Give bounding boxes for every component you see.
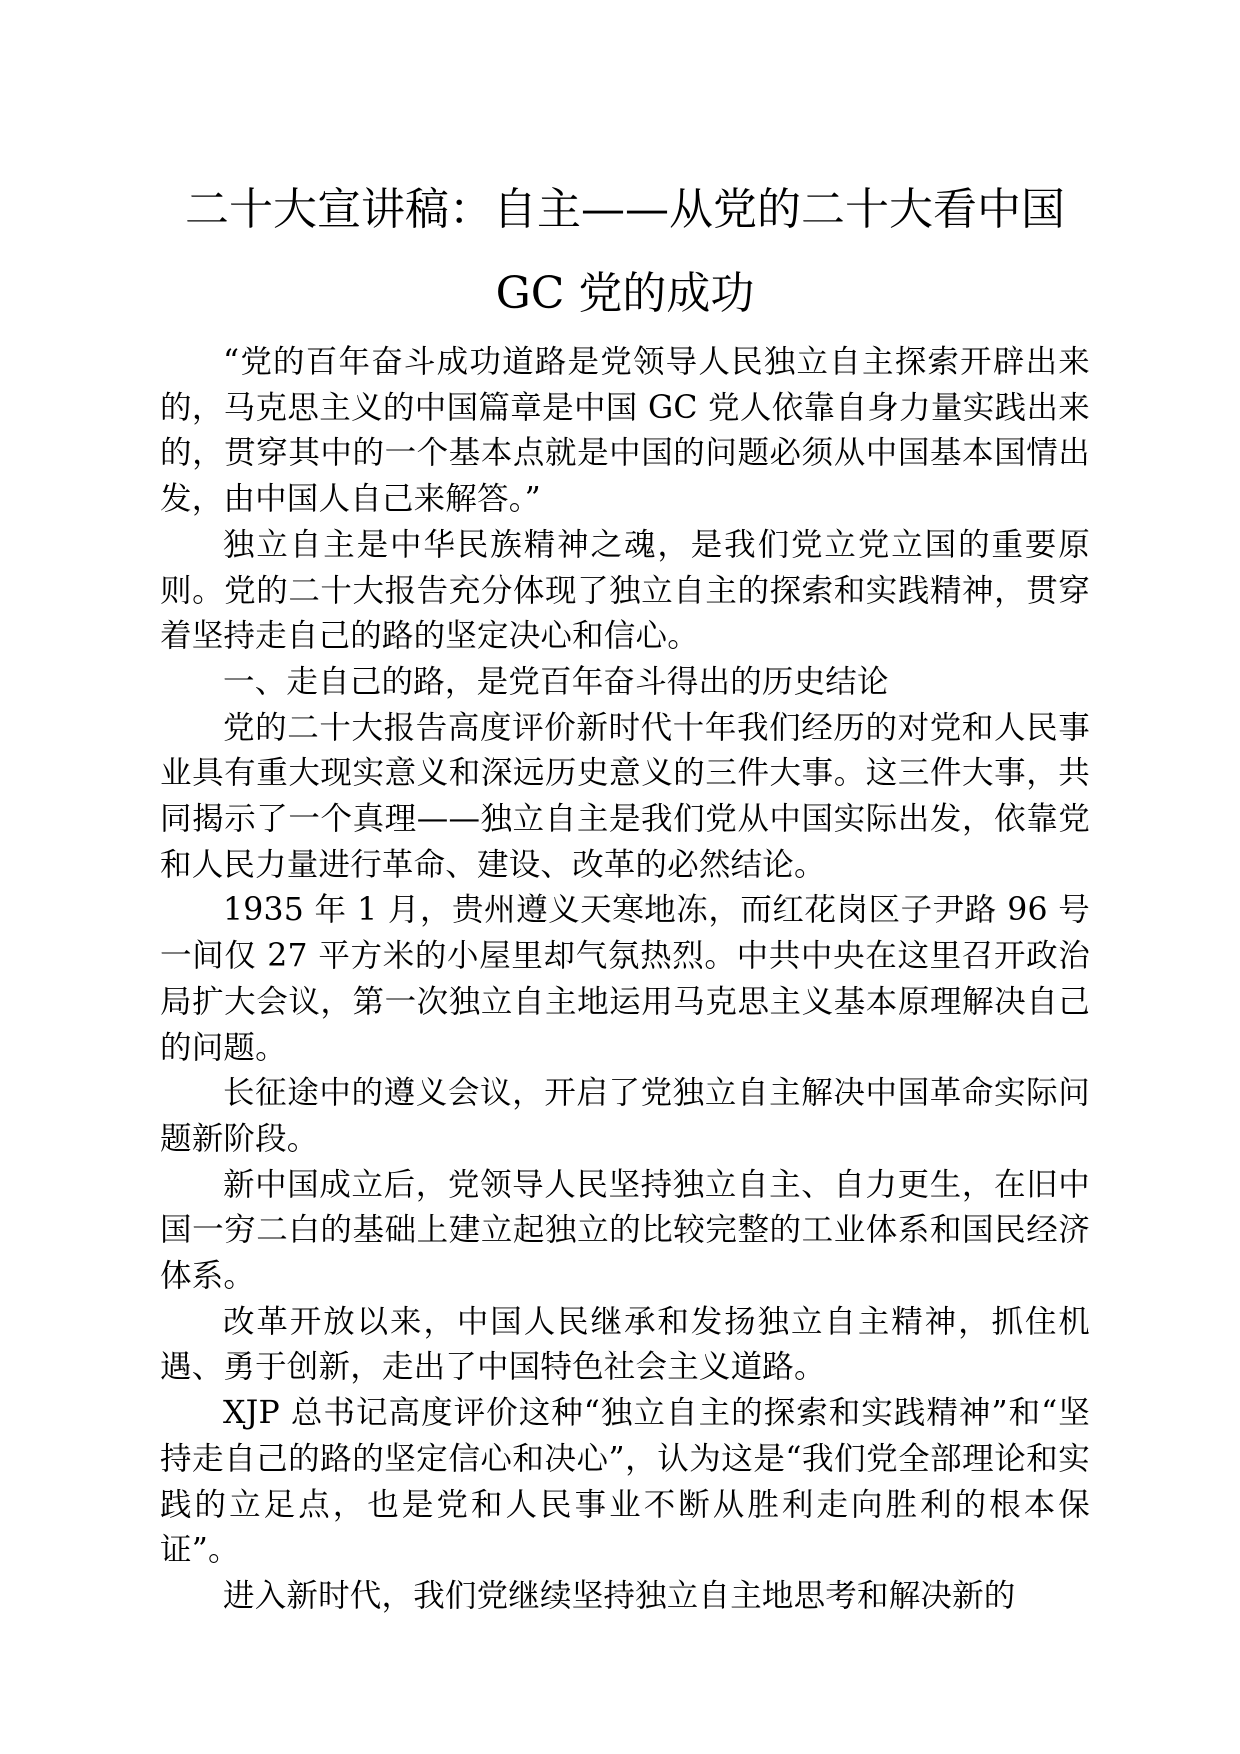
- paragraph: 1935 年 1 月，贵州遵义天寒地冻，而红花岗区子尹路 96 号一间仅 27 平方米的小屋里却气氛热烈。中共中央在这里召开政治局扩大会议，第一次独立自主地运用马克思主义基本原理解决自己的问题。: [160, 892, 1090, 1066]
- title-line-2: GC 党的成功: [495, 268, 755, 319]
- paragraph: XJP 总书记高度评价这种“独立自主的探索和实践精神”和“坚持走自己的路的坚定信心和决心”，认为这是“我们党全部理论和实践的立足点，也是党和人民事业不断从胜利走向胜利的根本保证”。: [160, 1395, 1090, 1569]
- section-heading: 一、走自己的路，是党百年奋斗得出的历史结论: [223, 663, 889, 700]
- paragraph: 长征途中的遵义会议，开启了党独立自主解决中国革命实际问题新阶段。: [160, 1075, 1090, 1157]
- paragraph: 新中国成立后，党领导人民坚持独立自主、自力更生，在旧中国一穷二白的基础上建立起独立的比较完整的工业体系和国民经济体系。: [160, 1166, 1090, 1295]
- paragraph-quote: “党的百年奋斗成功道路是党领导人民独立自主探索开辟出来的，马克思主义的中国篇章是中国 GC 党人依靠自身力量实践出来的，贯穿其中的一个基本点就是中国的问题必须从中国基本国情出发，由中国人自己来解答。”: [160, 344, 1090, 518]
- paragraph: 进入新时代，我们党继续坚持独立自主地思考和解决新的: [223, 1577, 1016, 1614]
- title-line-1: 二十大宣讲稿：自主——从党的二十大看中国: [185, 184, 1065, 235]
- paragraph: 改革开放以来，中国人民继承和发扬独立自主精神，抓住机遇、勇于创新，走出了中国特色社会主义道路。: [160, 1303, 1090, 1386]
- paragraph: 党的二十大报告高度评价新时代十年我们经历的对党和人民事业具有重大现实意义和深远历史意义的三件大事。这三件大事，共同揭示了一个真理——独立自主是我们党从中国实际出发，依靠党和人民力量进行革命、建设、改革的必然结论。: [160, 709, 1090, 883]
- document-page: [160, 168, 1090, 1620]
- document-title: [160, 168, 1090, 336]
- paragraph: 独立自主是中华民族精神之魂，是我们党立党立国的重要原则。党的二十大报告充分体现了独立自主的探索和实践精神，贯穿着坚持走自己的路的坚定决心和信心。: [160, 526, 1090, 655]
- document-body: [160, 340, 1090, 1620]
